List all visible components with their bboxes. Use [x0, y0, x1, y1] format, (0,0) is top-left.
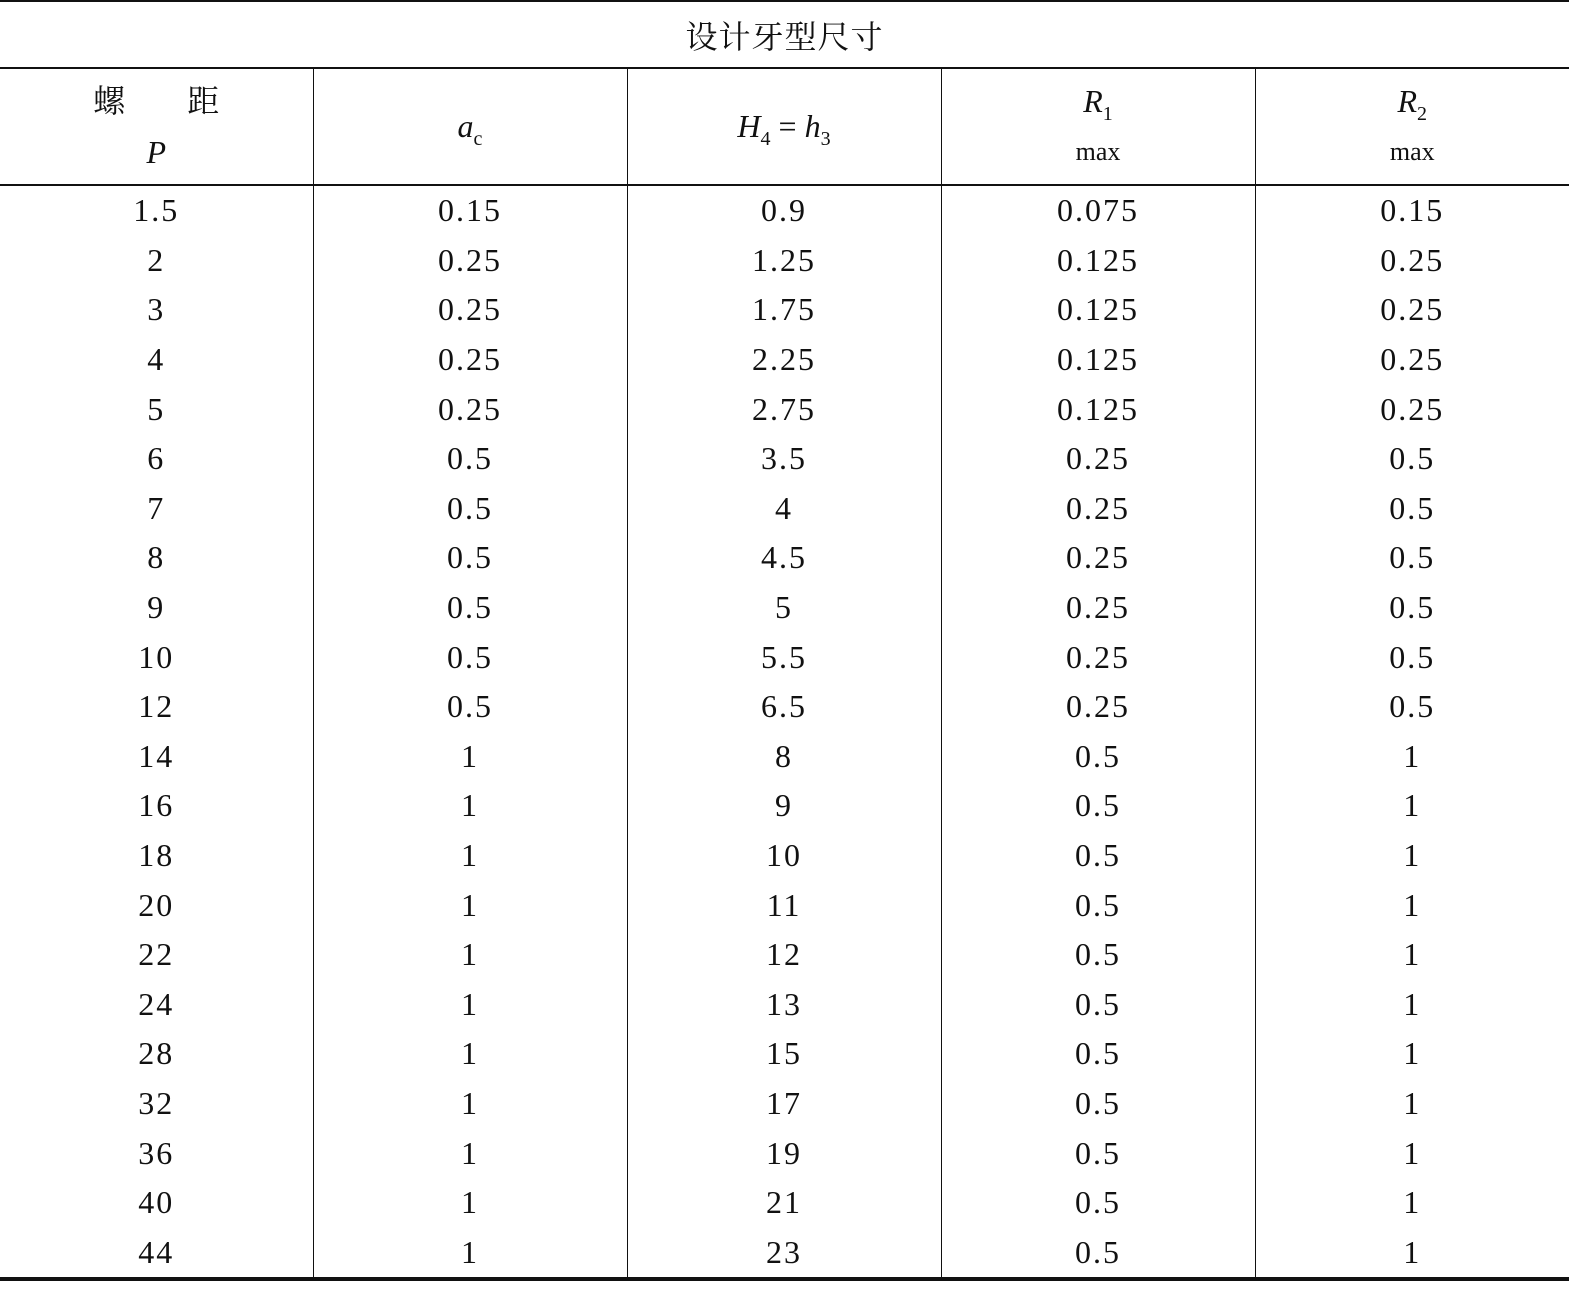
header-h4-subscript: 4 — [760, 128, 771, 150]
header-r1-symbol: R — [1083, 83, 1103, 119]
pitch-cell: 18 — [138, 837, 175, 874]
table-row — [0, 335, 1569, 385]
header-r2 — [1255, 68, 1569, 185]
table-row — [0, 831, 1569, 881]
ac-cell: 1 — [313, 930, 627, 980]
ac-cell: 0.25 — [313, 335, 627, 385]
h4-h3-cell: 6.5 — [627, 682, 941, 732]
r1-cell: 0.5 — [941, 1029, 1255, 1079]
header-r1 — [941, 68, 1255, 185]
h4-h3-cell: 0.9 — [627, 185, 941, 236]
header-r1-subscript: 1 — [1102, 103, 1113, 125]
r1-cell: 0.5 — [941, 831, 1255, 881]
r2-cell: 1 — [1255, 831, 1569, 881]
table-row — [0, 533, 1569, 583]
ac-cell: 0.15 — [313, 185, 627, 236]
r2-cell: 1 — [1255, 930, 1569, 980]
header-pitch-char-2: 距 — [187, 82, 220, 120]
h4-h3-cell: 10 — [627, 831, 941, 881]
table-row — [0, 781, 1569, 831]
r1-cell: 0.5 — [941, 1128, 1255, 1178]
h4-h3-cell: 5.5 — [627, 632, 941, 682]
h4-h3-cell: 8 — [627, 732, 941, 782]
ac-cell: 1 — [313, 880, 627, 930]
r1-cell: 0.5 — [941, 1227, 1255, 1279]
h4-h3-cell: 17 — [627, 1079, 941, 1129]
table-row — [0, 484, 1569, 534]
pitch-cell: 36 — [138, 1134, 175, 1171]
pitch-cell: 28 — [138, 1035, 175, 1072]
header-h3-subscript: 3 — [820, 128, 831, 150]
pitch-cell: 2 — [147, 241, 166, 278]
h4-h3-cell: 12 — [627, 930, 941, 980]
r1-cell: 0.125 — [941, 384, 1255, 434]
table-row — [0, 880, 1569, 930]
header-r1-max: max — [1075, 137, 1121, 166]
table-row — [0, 185, 1569, 236]
ac-cell: 0.5 — [313, 533, 627, 583]
r1-cell: 0.125 — [941, 335, 1255, 385]
pitch-cell: 20 — [138, 886, 175, 923]
pitch-cell: 12 — [138, 688, 175, 725]
r1-cell: 0.125 — [941, 236, 1255, 286]
ac-cell: 0.5 — [313, 484, 627, 534]
ac-cell: 1 — [313, 831, 627, 881]
table-row — [0, 285, 1569, 335]
pitch-cell: 1.5 — [133, 192, 180, 229]
r1-cell: 0.5 — [941, 1178, 1255, 1228]
h4-h3-cell: 4 — [627, 484, 941, 534]
r2-cell: 0.5 — [1255, 583, 1569, 633]
r2-cell: 0.15 — [1255, 185, 1569, 236]
pitch-cell: 7 — [147, 489, 166, 526]
table-body — [0, 185, 1569, 1279]
r1-cell: 0.5 — [941, 880, 1255, 930]
ac-cell: 0.5 — [313, 632, 627, 682]
header-ac-subscript: c — [473, 128, 483, 150]
pitch-cell: 8 — [147, 539, 166, 576]
r1-cell: 0.25 — [941, 434, 1255, 484]
r2-cell: 1 — [1255, 980, 1569, 1030]
table-row — [0, 1128, 1569, 1178]
r2-cell: 0.25 — [1255, 236, 1569, 286]
table-row — [0, 682, 1569, 732]
r2-cell: 0.25 — [1255, 335, 1569, 385]
r2-cell: 0.5 — [1255, 533, 1569, 583]
r2-cell: 0.25 — [1255, 384, 1569, 434]
r2-cell: 0.5 — [1255, 682, 1569, 732]
h4-h3-cell: 3.5 — [627, 434, 941, 484]
r2-cell: 0.25 — [1255, 285, 1569, 335]
r1-cell: 0.25 — [941, 533, 1255, 583]
table-row — [0, 1178, 1569, 1228]
h4-h3-cell: 23 — [627, 1227, 941, 1279]
pitch-cell: 9 — [147, 589, 166, 626]
header-pitch — [0, 68, 313, 185]
table-row — [0, 434, 1569, 484]
ac-cell: 0.25 — [313, 384, 627, 434]
header-ac-symbol: a — [457, 108, 474, 144]
header-equals: = — [770, 108, 805, 144]
h4-h3-cell: 9 — [627, 781, 941, 831]
h4-h3-cell: 13 — [627, 980, 941, 1030]
pitch-cell: 3 — [147, 291, 166, 328]
ac-cell: 0.5 — [313, 583, 627, 633]
ac-cell: 0.25 — [313, 236, 627, 286]
h4-h3-cell: 2.75 — [627, 384, 941, 434]
r2-cell: 0.5 — [1255, 434, 1569, 484]
pitch-cell: 5 — [147, 390, 166, 427]
table-row — [0, 732, 1569, 782]
header-pitch-symbol: P — [146, 134, 167, 170]
table-row — [0, 632, 1569, 682]
header-h4-symbol: H — [737, 108, 761, 144]
ac-cell: 1 — [313, 980, 627, 1030]
header-h3-symbol: h — [804, 108, 821, 144]
table-row — [0, 384, 1569, 434]
r2-cell: 1 — [1255, 1029, 1569, 1079]
r1-cell: 0.125 — [941, 285, 1255, 335]
r1-cell: 0.25 — [941, 484, 1255, 534]
pitch-cell: 4 — [147, 341, 166, 378]
header-r2-max: max — [1389, 137, 1435, 166]
header-ac — [313, 68, 627, 185]
h4-h3-cell: 1.25 — [627, 236, 941, 286]
ac-cell: 1 — [313, 781, 627, 831]
r1-cell: 0.5 — [941, 1079, 1255, 1129]
table-title: 设计牙型尺寸 — [0, 1, 1569, 68]
r1-cell: 0.5 — [941, 781, 1255, 831]
table-row — [0, 1029, 1569, 1079]
r2-cell: 1 — [1255, 732, 1569, 782]
h4-h3-cell: 19 — [627, 1128, 941, 1178]
table-row — [0, 930, 1569, 980]
pitch-cell: 22 — [138, 936, 175, 973]
ac-cell: 0.5 — [313, 434, 627, 484]
ac-cell: 0.5 — [313, 682, 627, 732]
pitch-cell: 44 — [0, 1227, 313, 1279]
h4-h3-cell: 11 — [627, 880, 941, 930]
r2-cell: 1 — [1255, 1128, 1569, 1178]
r2-cell: 0.5 — [1255, 484, 1569, 534]
header-r2-symbol: R — [1397, 83, 1418, 119]
table-row — [0, 980, 1569, 1030]
header-row — [0, 68, 1569, 185]
h4-h3-cell: 2.25 — [627, 335, 941, 385]
r1-cell: 0.5 — [941, 930, 1255, 980]
table-row — [0, 1227, 1569, 1279]
h4-h3-cell: 21 — [627, 1178, 941, 1228]
ac-cell: 1 — [313, 1178, 627, 1228]
table-row — [0, 236, 1569, 286]
r2-cell: 1 — [1255, 1227, 1569, 1279]
h4-h3-cell: 15 — [627, 1029, 941, 1079]
pitch-cell: 16 — [138, 787, 175, 824]
pitch-cell: 14 — [138, 737, 175, 774]
pitch-cell: 6 — [147, 440, 166, 477]
ac-cell: 1 — [313, 1079, 627, 1129]
r2-cell: 1 — [1255, 781, 1569, 831]
r1-cell: 0.25 — [941, 632, 1255, 682]
pitch-cell: 24 — [138, 985, 175, 1022]
table-row — [0, 1079, 1569, 1129]
ac-cell: 1 — [313, 1227, 627, 1279]
pitch-cell: 10 — [138, 638, 175, 675]
r1-cell: 0.5 — [941, 980, 1255, 1030]
h4-h3-cell: 1.75 — [627, 285, 941, 335]
header-h4-h3 — [627, 68, 941, 185]
r1-cell: 0.25 — [941, 682, 1255, 732]
pitch-cell: 40 — [138, 1184, 175, 1221]
ac-cell: 1 — [313, 732, 627, 782]
h4-h3-cell: 4.5 — [627, 533, 941, 583]
pitch-cell: 32 — [138, 1084, 175, 1121]
r1-cell: 0.5 — [941, 732, 1255, 782]
ac-cell: 1 — [313, 1029, 627, 1079]
r2-cell: 1 — [1255, 880, 1569, 930]
r2-cell: 1 — [1255, 1178, 1569, 1228]
r2-cell: 1 — [1255, 1079, 1569, 1129]
header-pitch-char-1: 螺 — [93, 82, 126, 120]
r1-cell: 0.075 — [941, 185, 1255, 236]
h4-h3-cell: 5 — [627, 583, 941, 633]
r2-cell: 0.5 — [1255, 632, 1569, 682]
ac-cell: 1 — [313, 1128, 627, 1178]
table-row — [0, 583, 1569, 633]
r1-cell: 0.25 — [941, 583, 1255, 633]
ac-cell: 0.25 — [313, 285, 627, 335]
header-r2-subscript: 2 — [1417, 103, 1428, 125]
